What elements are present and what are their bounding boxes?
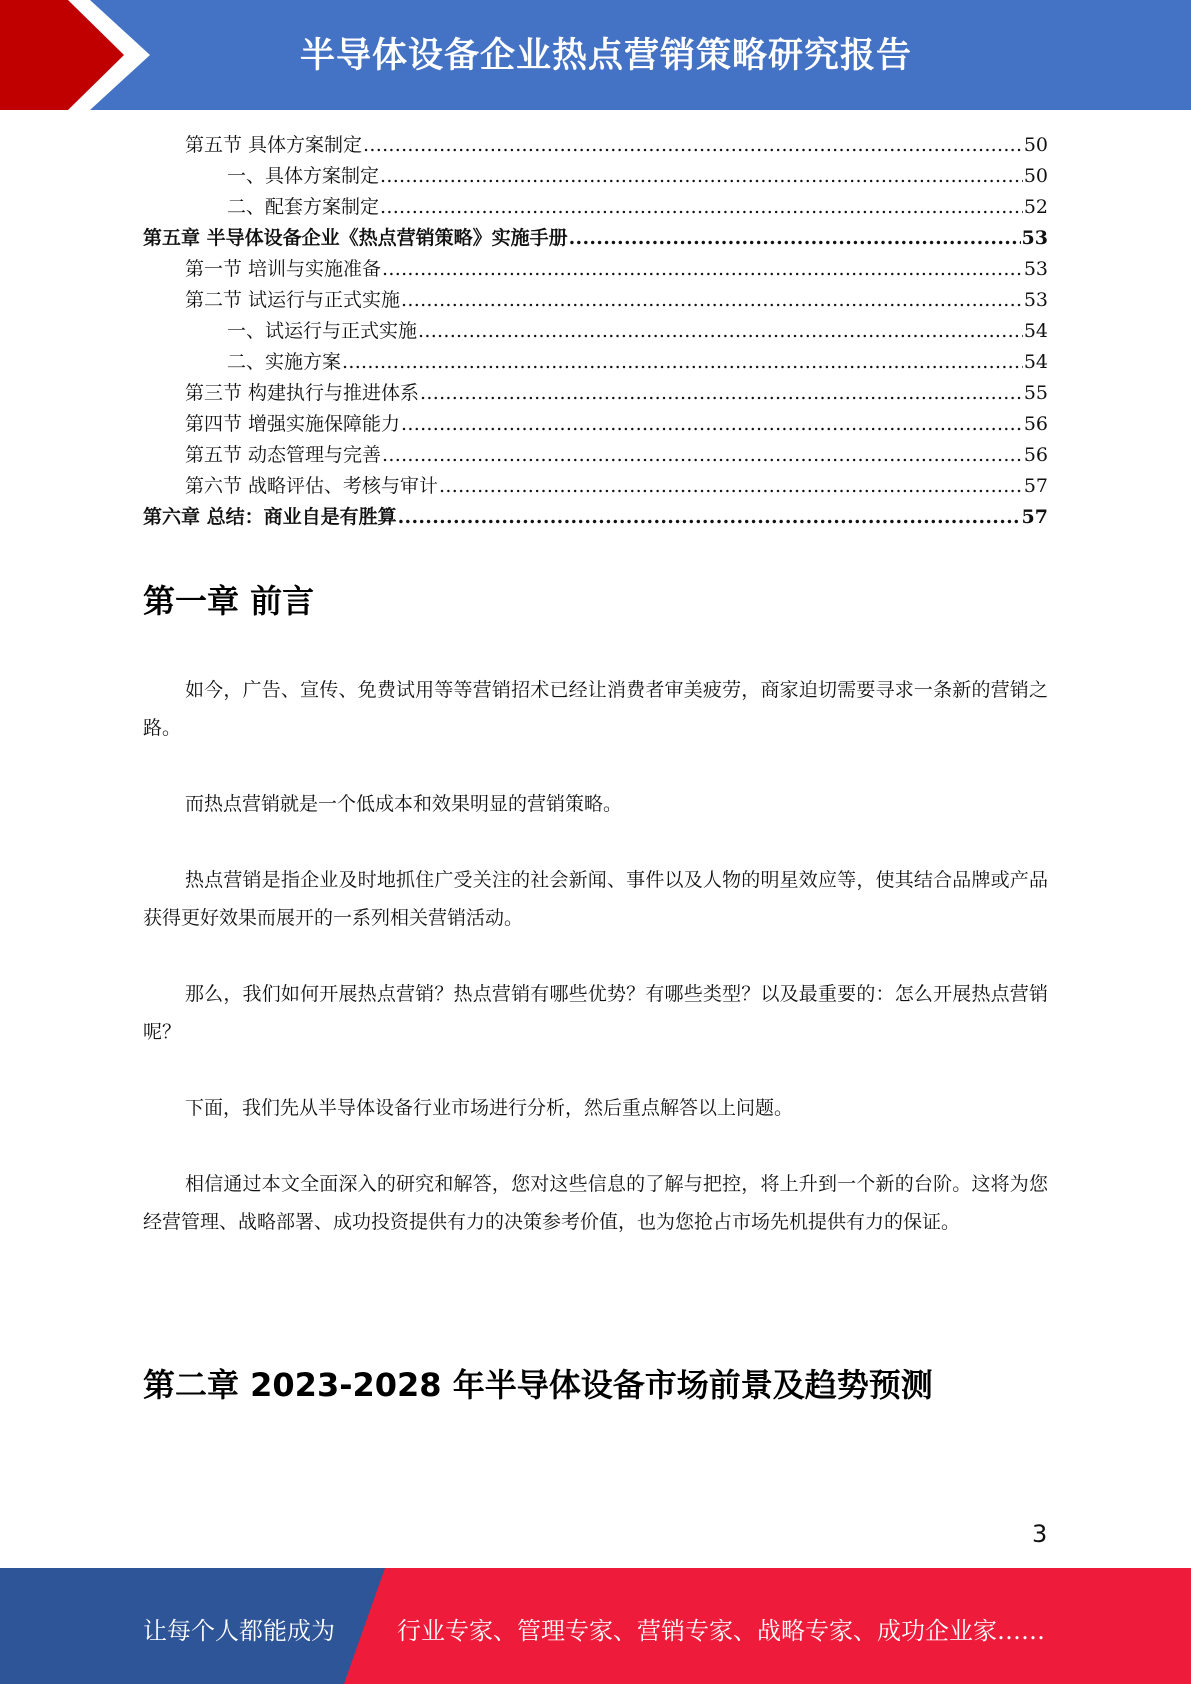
toc-leader-dots bbox=[420, 378, 1023, 409]
toc-entry-label: 第六节 战略评估、考核与审计 bbox=[185, 475, 439, 497]
paragraph: 相信通过本文全面深入的研究和解答，您对这些信息的了解与把控，将上升到一个新的台阶。这将为您经营管理、战略部署、成功投资提供有力的决策参考价值，也为您抢占市场先机提供有力的保证。 bbox=[143, 1173, 1048, 1233]
toc-entry-page: 50 bbox=[1023, 165, 1048, 187]
toc-entry-label: 二、配套方案制定 bbox=[227, 196, 380, 218]
footer-slogan-left: 让每个人都能成为 bbox=[143, 1617, 335, 1645]
toc-entry-page: 53 bbox=[1023, 258, 1048, 280]
toc-entry-label: 第五节 动态管理与完善 bbox=[185, 444, 382, 466]
toc-entry[interactable] bbox=[143, 378, 1048, 409]
toc-leader-dots bbox=[382, 254, 1023, 285]
header-arrow-icon bbox=[0, 0, 150, 110]
page-header bbox=[0, 0, 1191, 110]
toc-leader-dots bbox=[439, 471, 1023, 502]
toc-entry-page: 54 bbox=[1023, 351, 1048, 373]
chapter-1-heading: 第一章 前言 bbox=[143, 582, 315, 620]
toc-entry-label: 二、实施方案 bbox=[227, 351, 342, 373]
toc-leader-dots bbox=[363, 130, 1023, 161]
toc-entry-page: 50 bbox=[1023, 134, 1048, 156]
toc-entry[interactable] bbox=[143, 440, 1048, 471]
toc-entry-label: 第一节 培训与实施准备 bbox=[185, 258, 382, 280]
paragraph: 热点营销是指企业及时地抓住广受关注的社会新闻、事件以及人物的明星效应等，使其结合品牌或产品获得更好效果而展开的一系列相关营销活动。 bbox=[143, 869, 1048, 929]
toc-entry-label: 第六章 总结：商业自是有胜算 bbox=[143, 506, 397, 528]
toc-entry-page: 54 bbox=[1023, 320, 1048, 342]
toc-entry-page: 57 bbox=[1023, 475, 1048, 497]
toc-entry-label: 第五章 半导体设备企业《热点营销策略》实施手册 bbox=[143, 227, 568, 249]
toc-entry-page: 52 bbox=[1023, 196, 1048, 218]
footer-slogan-right: 行业专家、管理专家、营销专家、战略专家、成功企业家…… bbox=[397, 1617, 1045, 1645]
toc-entry-page: 56 bbox=[1023, 444, 1048, 466]
toc-entry-label: 第四节 增强实施保障能力 bbox=[185, 413, 401, 435]
toc-entry[interactable] bbox=[143, 471, 1048, 502]
toc-entry-page: 56 bbox=[1023, 413, 1048, 435]
page-footer bbox=[0, 1568, 1191, 1684]
toc-entry[interactable] bbox=[143, 254, 1048, 285]
toc-entry-page: 55 bbox=[1023, 382, 1048, 404]
toc-leader-dots bbox=[382, 440, 1023, 471]
toc-leader-dots bbox=[401, 409, 1023, 440]
toc-entry[interactable] bbox=[143, 161, 1048, 192]
toc-leader-dots bbox=[380, 161, 1023, 192]
toc-entry-label: 一、具体方案制定 bbox=[227, 165, 380, 187]
toc-entry-label: 一、试运行与正式实施 bbox=[227, 320, 418, 342]
paragraph: 如今，广告、宣传、免费试用等等营销招术已经让消费者审美疲劳，商家迫切需要寻求一条新的营销之路。 bbox=[143, 679, 1048, 739]
toc-entry[interactable] bbox=[143, 223, 1048, 254]
toc-entry[interactable] bbox=[143, 316, 1048, 347]
toc-leader-dots bbox=[398, 502, 1021, 533]
toc-entry[interactable] bbox=[143, 130, 1048, 161]
toc-entry-label: 第五节 具体方案制定 bbox=[185, 134, 363, 156]
toc-entry-page: 53 bbox=[1021, 227, 1048, 249]
toc-leader-dots bbox=[418, 316, 1023, 347]
toc-entry[interactable] bbox=[143, 192, 1048, 223]
paragraph: 那么，我们如何开展热点营销？热点营销有哪些优势？有哪些类型？以及最重要的：怎么开展热点营销呢？ bbox=[143, 983, 1048, 1043]
chapter-2-heading: 第二章 2023-2028 年半导体设备市场前景及趋势预测 bbox=[143, 1366, 933, 1404]
toc-leader-dots bbox=[380, 192, 1023, 223]
table-of-contents bbox=[143, 130, 1048, 533]
page-number: 3 bbox=[1032, 1520, 1048, 1548]
toc-entry-label: 第二节 试运行与正式实施 bbox=[185, 289, 401, 311]
paragraph: 而热点营销就是一个低成本和效果明显的营销策略。 bbox=[185, 793, 623, 815]
toc-entry-page: 57 bbox=[1021, 506, 1048, 528]
toc-entry[interactable] bbox=[143, 502, 1048, 533]
toc-entry[interactable] bbox=[143, 347, 1048, 378]
report-title: 半导体设备企业热点营销策略研究报告 bbox=[300, 36, 913, 76]
toc-leader-dots bbox=[569, 223, 1021, 254]
toc-leader-dots bbox=[342, 347, 1023, 378]
toc-leader-dots bbox=[401, 285, 1023, 316]
toc-entry[interactable] bbox=[143, 285, 1048, 316]
toc-entry[interactable] bbox=[143, 409, 1048, 440]
toc-entry-page: 53 bbox=[1023, 289, 1048, 311]
toc-entry-label: 第三节 构建执行与推进体系 bbox=[185, 382, 420, 404]
paragraph: 下面，我们先从半导体设备行业市场进行分析，然后重点解答以上问题。 bbox=[185, 1097, 794, 1119]
